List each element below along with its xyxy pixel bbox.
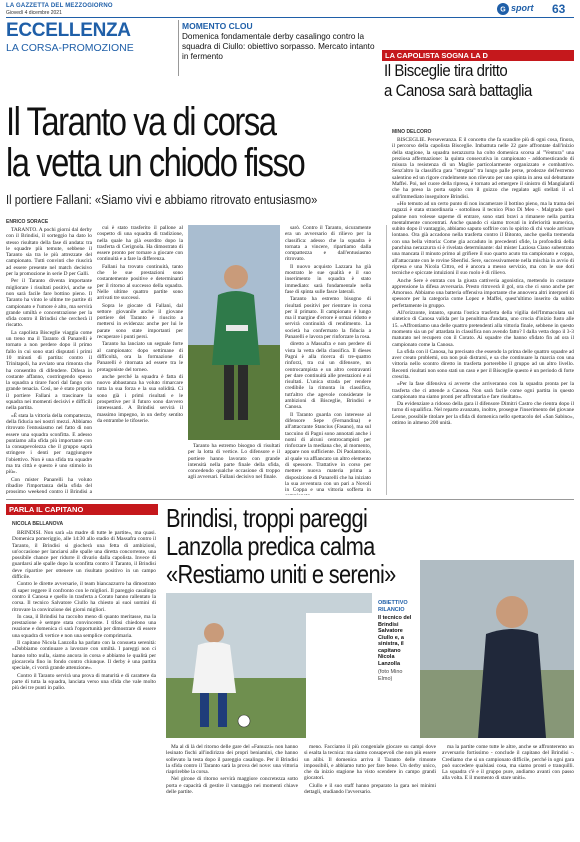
- paragraph: Contro il Taranto servirà una prova di maturità e di carattere da parte di tutta la squadra, lanciata verso una sfida che vale molto più dei tre punti in palio.: [12, 672, 156, 692]
- main-byline: ENRICO SORACE: [6, 219, 49, 225]
- paragraph: Con mister Panarelli ha voluto ribadire l'importanza della sfida del prossimo weekend contro il Brindisi a: [6, 476, 92, 495]
- paragraph: BISCEGLIE. Perseveranza. È il concetto che fa scandire più di ogni cosa, finora, il percorso della capolista Bisceglie. Imbattuta nelle 22 gare affrontate dall'inizio della stagione, la squadra nerazzurra ha colto domenica scorsa al "Ventura" una preziosa affermazione: la quinta consecutiva in campionato - addomesticando di misura la resistenza di un Maglie particolarmente organizzato e combattivo. Senz'altro la classifica gara "stregata" tra lungo palle perse, prodezze dell'estremo salentino ed un rigore crudelmente non rilevato per uno spinta in area sul debuttante Maffei. Poi, nel cuore della ripresa, è tornato ad emergere il sinistro di Mangialardi che ha preso la porta sopito con il guizzo che regalato agli stellati il «1 sull'immediato inseguitore Brindisi.: [392, 137, 574, 200]
- brindisi-bottom-col3: [442, 744, 574, 836]
- main-headline-line1: Il Taranto va di corsa: [6, 100, 276, 144]
- momento-kicker: MOMENTO CLOU: [182, 21, 253, 31]
- section-subtitle: LA CORSA-PROMOZIONE: [6, 42, 134, 54]
- capolista-body: [392, 137, 574, 489]
- capolista-byline: MINO DELCORO: [392, 129, 432, 135]
- paragraph: Taranto ha estremo bisogno di risultati positivi per rientrare in corsa per il primato. Il campionato è lungo ma il margine d'errore è ormai ridotto e servirà continuità di rendimento. La società ha confermato la fiducia a Panarelli e lavora per rinforzare la rosa.: [285, 296, 371, 341]
- paragraph: Contro le dirette avversarie, il team biancazzurro ha dimostrato di saper reggere il confronto con le migliori. Il pareggio casalingo contro il Canosa e quello in trasferta a Corato hanno rallentato la corsa. Il tecnico Salvatore Ciullo ha chiesto ai suoi uomini di ritrovare la convinzione dei giorni migliori.: [12, 581, 156, 613]
- goalkeeper-photo: [188, 225, 280, 440]
- paragraph: meno. Facciamo il più congeniale giocare su campi dove si esalta la tecnica: ma siamo consapevoli che non più essere un alibi. Il domenica arriva il Taranto delle rimonte impossibili, e abbiamo tutto per fare bene. Un derby unico, che da inizio stagione ha visto scendere in campo grandi giocatori.: [304, 744, 436, 782]
- brindisi-bottom-col2: [304, 744, 436, 836]
- main-col3: [285, 225, 371, 495]
- page-number: 63: [552, 2, 566, 16]
- column-divider: [386, 225, 387, 495]
- capolista-title-line1: Il Bisceglie tira dritto: [384, 61, 508, 80]
- paragraph: Il capitano Nicola Lanzolla ha parlato con la consueta serenità: «Dobbiamo continuare a lavorare con umiltà. I pareggi non ci hanno tolto nulla, siamo ancora in corsa e abbiamo le qualità per giocarcela fino in fondo contro chiunque. Il derby è una partita speciale, ci vorrà grande attenzione».: [12, 640, 156, 672]
- paragraph: Ciullo e il suo staff hanno preparato la gara nei minimi dettagli, studiando l'avversario.: [304, 782, 436, 796]
- brindisi-photo: [166, 593, 372, 738]
- brindisi-byline: NICOLA BELLANOVA: [12, 521, 64, 527]
- paragraph: In casa, il Brindisi ha raccolto meno di quanto meritasse, ma la prestazione è sempre stata convincente. I tifosi chiedono una reazione e domenica ci sarà l'opportunità per dimostrare di essere una squadra di vertice e non una semplice comprimaria.: [12, 613, 156, 639]
- coach-illustration-icon: [420, 560, 574, 738]
- paragraph: diretto a Massafra e non perdere di vista la vetta della classifica. Il dieses Pagni è alla ricerca di tre-quattro rinforzi, tra cui un difensore, un centrocampista e un altro centravanti per dare continuità alle prestazioni e ai risultati. L'unica strada per rendere credibile la rimonta in classifica, tutt'altro che agevole considerate le ambizioni di Bisceglie, Brindisi e Canosa.: [285, 341, 371, 411]
- main-subheadline: Il portiere Fallani: «Siamo vivi e abbiamo ritrovato entusiasmo»: [6, 192, 318, 207]
- paragraph: sarò. Contro il Taranto, sicuramente era un avversario di rilievo per la classifica: adesso che la squadra è tornata a vincere, ripartiamo dalla compattezza e dall'entusiasmo ritrovato.: [285, 225, 371, 263]
- brindisi-headline-line2: Lanzolla predica calma: [166, 531, 375, 561]
- paragraph: «È stata la vittoria della compattezza, della fiducia nei nostri mezzi. Abbiamo ritrovato l'entusiasmo nel fatto di non essere una squadra sconfitta. E adesso puntiamo alla sfida più importante con la consapevolezza che il gruppo saprà stringere i denti per raggiungere l'obiettivo. Non è una sfida tra squadre ma tra città e questo è uno stimolo in più».: [6, 412, 92, 476]
- brindisi-headline-line3: «Restiamo uniti e sereni»: [166, 559, 396, 589]
- capolista-title-line2: a Canosa sarà battaglia: [384, 81, 532, 100]
- issue-date: Giovedì 4 dicembre 2021: [6, 10, 62, 16]
- header-rule: [6, 17, 574, 18]
- paragraph: Nel girone di ritorno servirà maggiore concretezza sotto porta e capacità di gestire il vantaggio nei momenti chiave delle partite.: [166, 776, 298, 796]
- paragraph: Il Taranto guarda con interesse al difensore Sepe (Fernandina) e all'attaccante Stancius (Fasano), ma sul taccuino di Pagni sono annotati anche i nomi di alcuni centrocampisti per rinforzare la mediana che, al momento, appare non sufficiente. Di Paolantonio, al quale va affiancato un altro elemento di spessore. Trattative in corso per mettere nuova materia prima a disposizione di Panarelli che ha iniziato la sua avventura con un pari a Novoli in Coppa e una vittoria sofferta in: [285, 411, 371, 494]
- paragraph: Ma al di là del ritorno delle gare del «Fanuzzi» non hanno lesinato fischi all'indirizzo dei propri beniamini, che hanno sollevato la testa dopo il pareggio casalingo. Per il Brindisi la sfida contro il Taranto sarà la prova del nove: una vittoria riaprirebbe la corsa.: [166, 744, 298, 776]
- paragraph: TARANTO. A pochi giorni dal derby con il Brindisi, il sorteggio ha dato lo stesso risultato della fase di andata: tra le squadre più temute, sebbene il Taranto sia tra le più attrezzate del campionato. Tutti convinti che riuscirà ad essere presente nel match decisivo per la promozione in serie D per Galli.: [6, 227, 92, 278]
- coach-photo: [420, 560, 574, 738]
- paragraph: Sopra le giocate di Fallani, dal settore giovanile anche il giovane portiere del Taranto è riuscito a mettersi in evidenza: anche per lui le parate sono state importanti per recuperare i punti persi.: [97, 302, 183, 341]
- paragraph: «Ho temuto ad un certo punto di non incamerare il bottino pieno, ma la trama dei ragazzi è stata straordinaria - sottolinea il tecnico Pino Di Meo -. Malgrado quel palone non volesse saperne di entrare, sono stati bravi a rimanere nella partita mentalmente concentrati. Anche quando ci siamo trovati in inferiorità numerica, subito dopo il vantaggio, abbiamo saputo soffrire con lo spirito di chi vuole arrivare lontano. Ora già accadono nella trasferta contro il Bitonto, anche quella tremenda con una bella vittoria: Come gia accaduto in precedenti sfide, la profondità della panchina nerazzurra si è rivelata determinante: dal mister Laziosa Ciano subentrato una mancata il minuto primo al grifiere il suo quarto acuto tra campionato e coppa, all'attaccante con le rovine Sbenfisi. Sere, successivamente nella mischia in avvio di ripresa e una Nicola Cittro, ed è ancora a messo servizio, ma con le sue doti tecniche e spiccate intuizioni il suo ruolo è di rilievo.: [392, 200, 574, 277]
- paragraph: Fallani ha trovato continuità, tanto che le sue prestazioni sono costantemente positive e determinanti per il ritorno al successo della squadra. Nelle ultime quattro partite sono arrivati tre successi.: [97, 263, 183, 302]
- section-label: sport: [511, 3, 534, 13]
- paragraph: La capolista Bisceglie viaggia come un treno ma il Taranto di Panarelli è tornato a non perdere dopo il primo fallo in cui sono stati disputati i primi 10 minuti di partita: contro il Trinitapoli, ha avviato una rimonta che ha consentito di difendere. Difesa in costante affanno, costringendo spesso la squadra a tirare fuori dal fango con grande tenacia. Così, ne è stato proprio il portiere Fallani a trascinare la squadra nei momenti decisivi e difficili nella partita.: [6, 329, 92, 412]
- paragraph: «Per la fase difensiva si avverte che arriveranno con la squadra pronta per la trasferta che ci attende a Canosa. Non sarà facile come ogni partita in questo campionato ma siamo pronti per affrontarla e fare risultato».: [392, 381, 574, 400]
- brindisi-bottom-col1: [166, 744, 298, 836]
- momento-summary: Domenica fondamentale derby casalingo contro la squadra di Ciullo: obiettivo sorpasso. Mercato intanto in fermento: [182, 32, 375, 62]
- photo-caption: [188, 443, 280, 495]
- main-col2: [97, 225, 183, 495]
- paragraph: Per il Taranto diventa importante migliorare i risultati positivi, anche se non sarà facile fare bottino pieno. Il Taranto ha vinto le ultime tre partite di campionato e l'umore è alto, ma servirà grande umiltà e concentrazione per la sfida contro il Brindisi che cercherà il riscatto.: [6, 278, 92, 329]
- main-col1: [6, 227, 92, 495]
- column-divider: [178, 20, 179, 76]
- paragraph: BRINDISI. Non sarà «la madre di tutte le partite», ma quasi. Domenica pomeriggio, alle 14:30 allo stadio di Massafra contro il Taranto, il Brindisi si giocherà una fetta di ambizioni, un'occasione per lanciarsi alle spalle una diretta concorrente, una possibile chance per ridurre il divario dalla capolista. Invece di guardarsi alle spalle dopo la sconfitta contro il Taranto, il Brindisi deve ripartire per ottenere un risultato positivo in un campo difficile.: [12, 530, 156, 581]
- paragraph: anche perché la squadra è fatta di nuovo abbastanza ha voluto rimarcare tutta la sua forza e la sua solidità. Ci sono già i primi risultati e le prospettive per il futuro sono davvero interessanti. A Brindisi servirà il massimo impegno, in un derby sentito da entrambe le tifoserie.: [97, 373, 183, 424]
- newspaper-name: LA GAZZETTA DEL MEZZOGIORNO: [6, 3, 113, 9]
- section-title: ECCELLENZA: [6, 20, 131, 41]
- paragraph: All'orizzonte, intanto, spunta l'ostica trasferta della vigilia dell'Immacolata sul sintetico di Canosa valida per la penultima d'andata, uno crocia d'inizio fusto alle 15. «Affrontiamo una delle quattro pretendenti alla vittoria finale, sebbene in questo momento sia un po' attardata in classifica non avendo fatto? I dalla vetta dopo il 3-3 maturato nel recupero con il Corato. Ai squadre che hanno sfidato fin ad ora il campionato come la Canosa.: [392, 310, 574, 348]
- caption-text: Taranto ha estremo bisogno di risultati per la lotta di vertice. Lo difensore e il portiere hanno lavorato con grande intensità nella parte finale della sfida, concedendo qualche occasione di troppo agli avversari. Fallani decisivo nel finale.: [188, 443, 280, 481]
- brindisi-headline-line1: Brindisi, troppi pareggi: [166, 503, 368, 533]
- paragraph: ma la partite come tutte le altre, anche se affronteremo un avversario fortissimo - conclude il capitano del Brindisi -. Crediamo che si un campionato difficile, perché in ogni gara può succedere qualsiasi cosa, ma siamo pronti e tranquilli. La squadra c'è e il gruppo pure, andiamo avanti con passo alla volta. E il momento di stare uniti».: [442, 744, 574, 782]
- player-illustration-icon: [188, 225, 280, 440]
- brindisi-col1: [12, 530, 156, 835]
- brindisi-bar: PARLA IL CAPITANO: [6, 504, 158, 515]
- main-headline-line2: la vetta un chiodo fisso: [6, 141, 305, 185]
- svg-text:G: G: [500, 6, 506, 14]
- paragraph: La sfida con il Canosa, ha precisato che essendo la prima delle quattro squadre ad aver creato problemi, ora non può distrarsi, e sa che continuare la marcia con una vittoria nello scontro diretto in trasferta porterebbe il gruppo ad un altro livello. Recenti risultati non sono stati un caso e per il Bisceglie questo è un periodo di forte crescita.: [392, 348, 574, 380]
- capolista-bar: LA CAPOLISTA SOGNA LA D: [382, 50, 574, 61]
- paragraph: Da evidenziare a ridosso della gara il difensore Dimitri Castro che rientra dopo il turno di squalifica. Nel reparto avanzato, inoltre, prosegue l'inserimento del giovane Leone, possibile titolare per la sfida di domenica nello spettacolo del «San Sabino», ottimo in almeno 200 unità.: [392, 401, 574, 427]
- caption-kicker: OBIETTIVO RILANCIO: [378, 600, 408, 613]
- paragraph: Taranto ha lanciato un segnale forte al campionato: dopo settimane di difficoltà, ora la formazione di Panarelli è ritornata ad essere tra le protagoniste del torneo.: [97, 341, 183, 373]
- sport-section-badge: [496, 2, 548, 16]
- brindisi-caption: [378, 600, 416, 682]
- football-scene-icon: [166, 593, 372, 738]
- paragraph: cui è stato trasferito il pallone al cospetto di una squadra di tradizione, nella quale ha già esordito dopo la trasferta di Cerignola. Ha dimostrato di essere pronto per tornare a giocare con continuità e a fare la differenza.: [97, 225, 183, 263]
- caption-text: Il tecnico del Brindisi Salvatore Ciullo e, a sinistra, il capitano Nicola Lanzolla: [378, 615, 412, 667]
- caption-credit: (foto Mino Elmo): [378, 669, 403, 682]
- section-rule: [6, 499, 574, 500]
- paragraph: Il nuovo acquisto Lazzara ha già mostrato le sue qualità e il suo inserimento in squadra è stato immediato: sarà fondamentale nella fase di spinta sulle fasce laterali.: [285, 263, 371, 295]
- paragraph: Anche Sere è entrata con la giusta cattiveria agonistica, mettendo in costante apprensione la difesa avversaria. Presto ritroverà il gol, ora che ci sono anche per Amoruso. Abbiamo una batteria offensiva importante che annovera altri interpreti di spessore per la categoria come Lopez e Maffei, quest'ultimo inserito da subito perfettamente in gruppo.: [392, 277, 574, 309]
